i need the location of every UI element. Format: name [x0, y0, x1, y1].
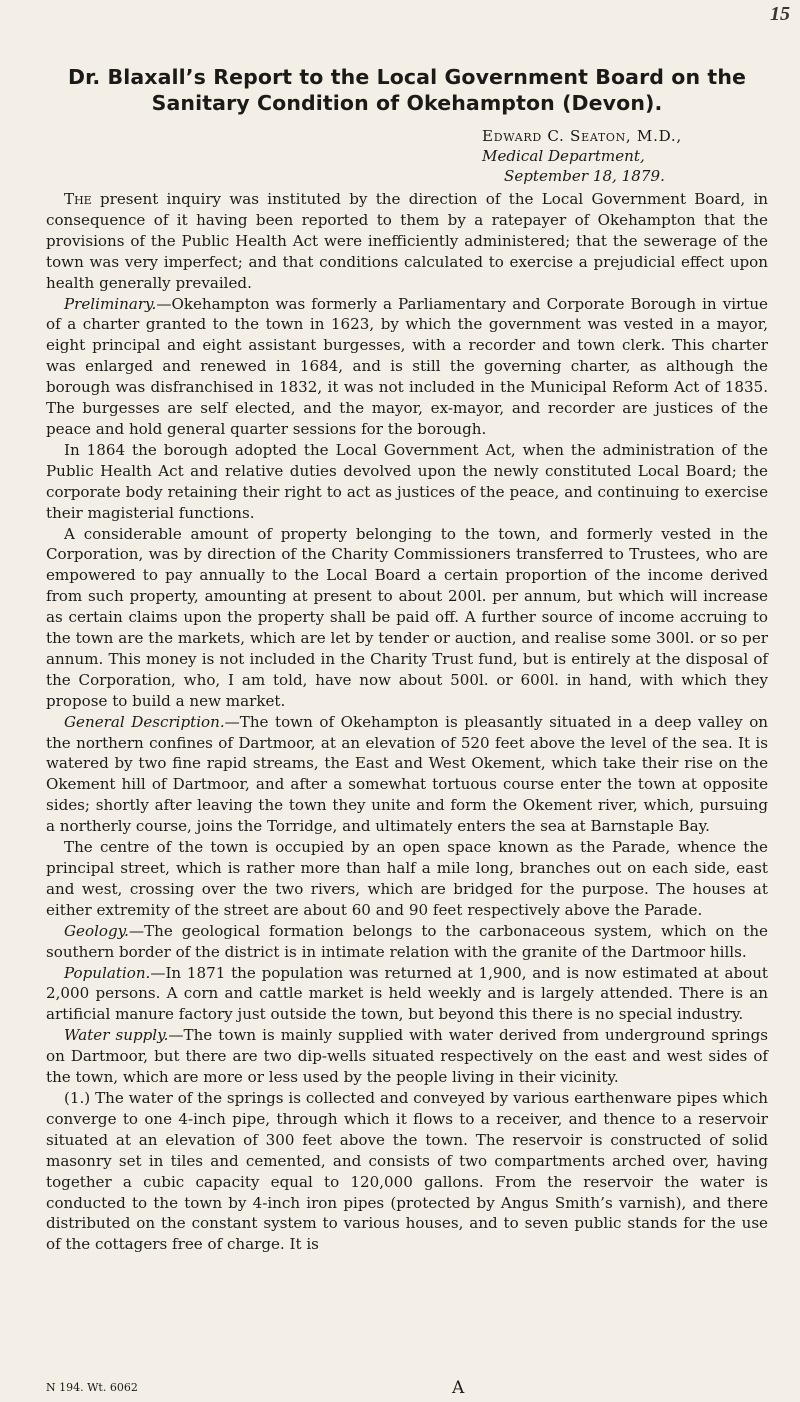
section-heading: Preliminary. — [64, 294, 157, 313]
attribution-date: September 18, 1879. — [504, 167, 665, 185]
paragraph — [46, 1088, 768, 1255]
paragraph — [46, 440, 768, 524]
attribution-block — [482, 126, 754, 186]
paragraph-text: In 1864 the borough adopted the Local Government Act, when the administration of the Public Health Act and relative duties devolved upon the newly constituted Local Board; the corporate body retaining their right to act as justices of the peace, and continuing to exercise their magisterial functions. — [46, 440, 768, 522]
paragraph-text: The centre of the town is occupied by an open space known as the Parade, whence the principal street, which is rather more than half a mile long, branches out on each side, east and west, crossing over the two rivers, which are bridged for the purpose. The houses at either extremity of the street are about 60 and 90 feet respectively above the Parade. — [46, 838, 768, 919]
attribution-department: Medical Department, — [482, 147, 645, 165]
report-title: Dr. Blaxall’s Report to the Local Government Board on the Sanitary Condition of Okehampton (Devon). — [67, 65, 747, 115]
section-heading: Population. — [64, 963, 151, 982]
paragraph-text: —The town of Okehampton is pleasantly situated in a deep valley on the northern confines of Dartmoor, at an elevation of 520 feet above the level of the sea. It is watered by two fine rapid streams, the East and West Okement, which take their rise on the Okement hill of Dartmoor, and after a somewhat tortuous course enter the town at opposite sides; shortly after leaving the town they unite and form the Okement river, which, pursuing a northerly course, joins the Torridge, and ultimately enters the sea at Barnstaple Bay. — [46, 712, 768, 836]
paragraph-text: A considerable amount of property belonging to the town, and formerly vested in the Corporation, was by direction of the Charity Commissioners transferred to Trustees, who are empowered to pay annually to the Local Board a certain proportion of the income derived from such property, amounting at present to about 200l. per annum, but which will increase as certain claims upon the property shall be paid off. A further source of income accruing to the town are the markets, which are let by tender or auction, and realise some 300l. or so per annum. This money is not included in the Charity Trust fund, but is entirely at the disposal of the Corporation, who, I am told, have now about 500l. or 600l. in hand, with which they propose to build a new market. — [46, 524, 768, 710]
paragraph-text: —The town is mainly supplied with water derived from underground springs on Dartmoor, but there are two dip-wells situated respectively on the east and west sides of the town, which are more or less used by the people living in their vicinity. — [46, 1026, 768, 1087]
paragraph — [46, 712, 768, 837]
paragraph — [46, 837, 768, 921]
paragraph — [46, 921, 768, 963]
page-footer — [46, 1378, 768, 1398]
paragraph — [46, 963, 768, 1026]
paragraph — [46, 1025, 768, 1088]
signature-mark: A — [452, 1378, 465, 1398]
paragraph-list — [46, 189, 768, 1255]
section-heading: Geology. — [64, 921, 129, 940]
paragraph-text: present inquiry was instituted by the direction of the Local Government Board, in consequence of it having been reported to them by a ratepayer of Okehampton that the provisions of the Public Health Act were inefficiently administered; that the sewerage of the town was very imperfect; and that conditions calculated to exercise a prejudicial effect upon health generally prevailed. — [46, 190, 768, 292]
section-heading: General Description. — [64, 712, 225, 731]
paragraph — [46, 524, 768, 712]
paragraph-text: (1.) The water of the springs is collected and conveyed by various earthenware pipes which converge to one 4-inch pipe, through which it flows to a receiver, and thence to a reservoir situated at an elevation of 300 feet above the town. The reservoir is constructed of solid masonry set in tiles and cemented, and consists of two compartments arched over, having together a cubic capacity equal to 120,000 gallons. From the reservoir the water is conducted to the town by 4-inch iron pipes (protected by Angus Smith’s varnish), and there distributed on the constant system to various houses, and to seven public stands for the use of the cottagers free of charge. It is — [46, 1088, 768, 1254]
paragraph-lead-word: The — [64, 190, 92, 208]
report-body — [46, 64, 768, 1255]
paragraph — [46, 189, 768, 294]
section-heading: Water supply. — [64, 1026, 169, 1045]
paragraph-text: —Okehampton was formerly a Parliamentary and Corporate Borough in virtue of a charter granted to the town in 1623, by which the government was vested in a mayor, eight principal and eight assistant burgesses, with a recorder and town clerk. This charter was enlarged and renewed in 1684, and is still the governing charter, as although the borough was disfranchised in 1832, it was not included in the Municipal Reform Act of 1835. The burgesses are self elected, and the mayor, ex-mayor, and recorder are justices of the peace and hold general quarter sessions for the borough. — [46, 294, 768, 438]
paragraph — [46, 294, 768, 440]
paragraph-text: —In 1871 the population was returned at 1,900, and is now estimated at about 2,000 persons. A corn and cattle market is held weekly and is largely attended. There is an artificial manure factory just outside the town, but beyond this there is no special industry. — [46, 963, 768, 1024]
print-code: N 194. Wt. 6062 — [46, 1381, 138, 1394]
page-number: 15 — [770, 3, 790, 25]
paragraph-text: —The geological formation belongs to the carbonaceous system, which on the southern border of the district is in intimate relation with the granite of the Dartmoor hills. — [46, 921, 768, 961]
attribution-name: Edward C. Seaton, M.D., — [482, 127, 682, 145]
